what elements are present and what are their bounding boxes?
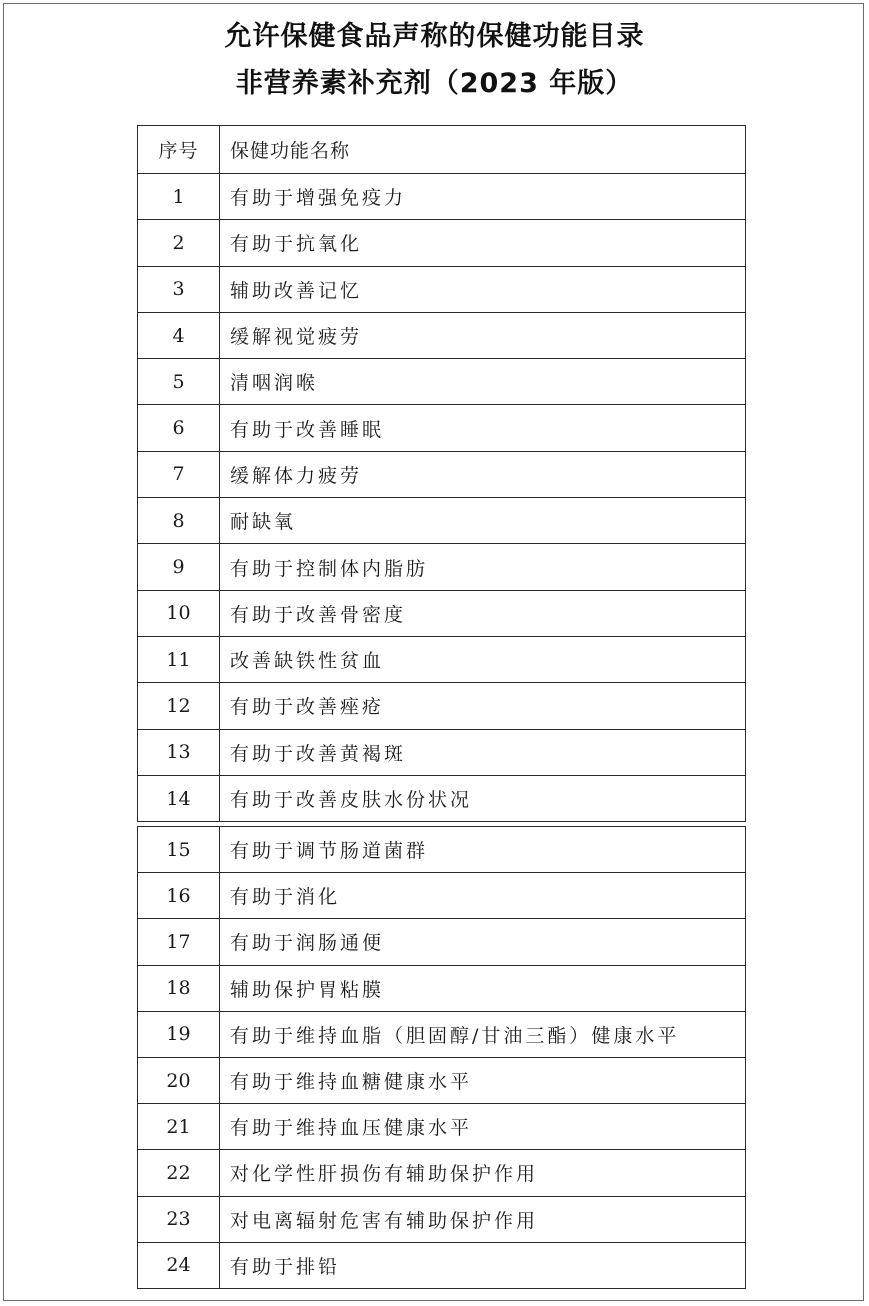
row-function-name: 有助于排铅 — [220, 1242, 746, 1288]
document-title: 允许保健食品声称的保健功能目录 — [224, 21, 645, 52]
row-function-name: 有助于抗氧化 — [220, 220, 746, 266]
table-row — [138, 266, 746, 312]
row-function-name: 辅助改善记忆 — [220, 266, 746, 312]
row-number: 16 — [138, 873, 220, 919]
table-row — [138, 359, 746, 405]
row-number: 11 — [138, 636, 220, 682]
header-function-name: 保健功能名称 — [220, 126, 746, 174]
document-subtitle: 非营养素补充剂（2023 年版） — [235, 68, 634, 99]
row-function-name: 缓解视觉疲劳 — [220, 312, 746, 358]
row-function-name: 有助于改善皮肤水份状况 — [220, 775, 746, 821]
table-row — [138, 636, 746, 682]
row-number: 23 — [138, 1196, 220, 1242]
row-function-name: 有助于调节肠道菌群 — [220, 827, 746, 873]
table-row — [138, 919, 746, 965]
health-function-table-part-1 — [137, 125, 746, 822]
row-function-name: 改善缺铁性贫血 — [220, 636, 746, 682]
row-number: 13 — [138, 729, 220, 775]
table-row — [138, 312, 746, 358]
row-number: 4 — [138, 312, 220, 358]
table-row — [138, 965, 746, 1011]
table-row — [138, 544, 746, 590]
row-function-name: 有助于润肠通便 — [220, 919, 746, 965]
row-function-name: 有助于改善睡眠 — [220, 405, 746, 451]
row-function-name: 有助于维持血压健康水平 — [220, 1104, 746, 1150]
table-row — [138, 827, 746, 873]
row-number: 8 — [138, 498, 220, 544]
row-number: 20 — [138, 1057, 220, 1103]
table-row — [138, 1150, 746, 1196]
table-row — [138, 873, 746, 919]
row-function-name: 有助于维持血糖健康水平 — [220, 1057, 746, 1103]
health-function-table-part-2 — [137, 826, 746, 1289]
row-number: 15 — [138, 827, 220, 873]
table-row — [138, 1242, 746, 1288]
row-number: 7 — [138, 451, 220, 497]
row-number: 6 — [138, 405, 220, 451]
row-function-name: 耐缺氧 — [220, 498, 746, 544]
row-number: 9 — [138, 544, 220, 590]
table-row — [138, 590, 746, 636]
row-number: 14 — [138, 775, 220, 821]
row-number: 5 — [138, 359, 220, 405]
row-number: 22 — [138, 1150, 220, 1196]
table-header-row — [138, 126, 746, 174]
row-function-name: 对电离辐射危害有辅助保护作用 — [220, 1196, 746, 1242]
row-function-name: 有助于控制体内脂肪 — [220, 544, 746, 590]
row-function-name: 有助于改善黄褐斑 — [220, 729, 746, 775]
row-function-name: 有助于消化 — [220, 873, 746, 919]
row-number: 3 — [138, 266, 220, 312]
row-number: 12 — [138, 683, 220, 729]
row-function-name: 对化学性肝损伤有辅助保护作用 — [220, 1150, 746, 1196]
row-number: 1 — [138, 174, 220, 220]
row-number: 21 — [138, 1104, 220, 1150]
table-row — [138, 498, 746, 544]
row-function-name: 清咽润喉 — [220, 359, 746, 405]
table-row — [138, 405, 746, 451]
row-number: 10 — [138, 590, 220, 636]
row-function-name: 有助于改善痤疮 — [220, 683, 746, 729]
row-number: 2 — [138, 220, 220, 266]
row-function-name: 缓解体力疲劳 — [220, 451, 746, 497]
table-row — [138, 775, 746, 821]
row-function-name: 有助于维持血脂（胆固醇/甘油三酯）健康水平 — [220, 1011, 746, 1057]
row-function-name: 辅助保护胃粘膜 — [220, 965, 746, 1011]
table-row — [138, 451, 746, 497]
table-row — [138, 174, 746, 220]
table-row — [138, 1011, 746, 1057]
table-row — [138, 683, 746, 729]
row-function-name: 有助于增强免疫力 — [220, 174, 746, 220]
table-row — [138, 1057, 746, 1103]
row-number: 24 — [138, 1242, 220, 1288]
table-row — [138, 220, 746, 266]
row-function-name: 有助于改善骨密度 — [220, 590, 746, 636]
header-number: 序号 — [138, 126, 220, 174]
table-row — [138, 1104, 746, 1150]
row-number: 19 — [138, 1011, 220, 1057]
row-number: 18 — [138, 965, 220, 1011]
table-row — [138, 1196, 746, 1242]
row-number: 17 — [138, 919, 220, 965]
table-row — [138, 729, 746, 775]
